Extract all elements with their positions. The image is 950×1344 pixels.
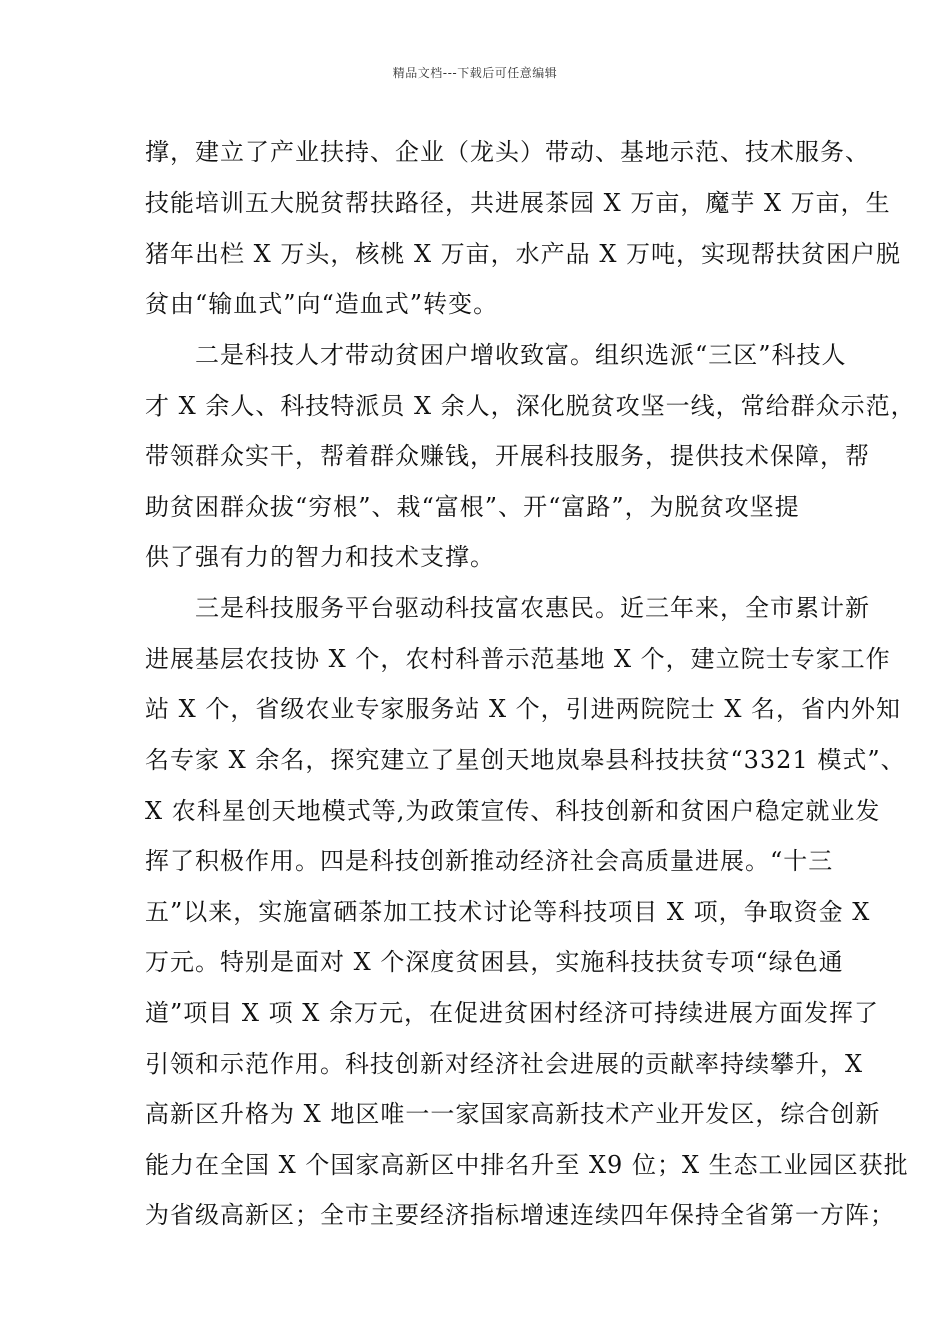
body-text-line: 为省级高新区；全市主要经济指标增速连续四年保持全省第一方阵； bbox=[145, 1201, 895, 1229]
body-text-line: 站 X 个，省级农业专家服务站 X 个，引进两院院士 X 名，省内外知 bbox=[145, 695, 902, 723]
body-text-line: 猪年出栏 X 万头，核桃 X 万亩，水产品 X 万吨，实现帮扶贫困户脱 bbox=[145, 240, 902, 268]
body-text-line: 二是科技人才带动贫困户增收致富。组织选派“三区”科技人 bbox=[145, 341, 847, 369]
body-text-line: 技能培训五大脱贫帮扶路径，共进展茶园 X 万亩，魔芋 X 万亩，生 bbox=[145, 189, 891, 217]
body-text-line: 引领和示范作用。科技创新对经济社会进展的贡献率持续攀升，X bbox=[145, 1050, 864, 1078]
body-text-line: 进展基层农技协 X 个，农村科普示范基地 X 个，建立院士专家工作 bbox=[145, 645, 891, 673]
body-text-line: 才 X 余人、科技特派员 X 余人，深化脱贫攻坚一线，常给群众示范， bbox=[145, 392, 916, 420]
body-text-line: 供了强有力的智力和技术支撑。 bbox=[145, 543, 495, 571]
body-text-line: 万元。特别是面对 X 个深度贫困县，实施科技扶贫专项“绿色通 bbox=[145, 948, 844, 976]
body-text-line: X 农科星创天地模式等,为政策宣传、科技创新和贫困户稳定就业发 bbox=[145, 797, 881, 825]
body-text-line: 道”项目 X 项 X 余万元，在促进贫困村经济可持续进展方面发挥了 bbox=[145, 999, 879, 1027]
body-text-line: 高新区升格为 X 地区唯一一家国家高新技术产业开发区，综合创新 bbox=[145, 1100, 881, 1128]
body-text-line: 能力在全国 X 个国家高新区中排名升至 X9 位；X 生态工业园区获批 bbox=[145, 1151, 909, 1179]
body-text-line: 助贫困群众拔“穷根”、栽“富根”、开“富路”，为脱贫攻坚提 bbox=[145, 493, 800, 521]
body-text-line: 贫由“输血式”向“造血式”转变。 bbox=[145, 290, 499, 318]
page-header: 精品文档---下载后可任意编辑 bbox=[392, 66, 558, 80]
body-text-line: 挥了积极作用。四是科技创新推动经济社会高质量进展。“十三 bbox=[145, 847, 834, 875]
body-text-line: 撑，建立了产业扶持、企业（龙头）带动、基地示范、技术服务、 bbox=[145, 138, 870, 166]
body-text-line: 带领群众实干，帮着群众赚钱，开展科技服务，提供技术保障，帮 bbox=[145, 442, 870, 470]
body-text-line: 五”以来，实施富硒茶加工技术讨论等科技项目 X 项，争取资金 X bbox=[145, 898, 871, 926]
body-text-line: 名专家 X 余名，探究建立了星创天地岚皋县科技扶贫“3321 模式”、 bbox=[145, 746, 906, 774]
body-text-line: 三是科技服务平台驱动科技富农惠民。近三年来，全市累计新 bbox=[145, 594, 870, 622]
